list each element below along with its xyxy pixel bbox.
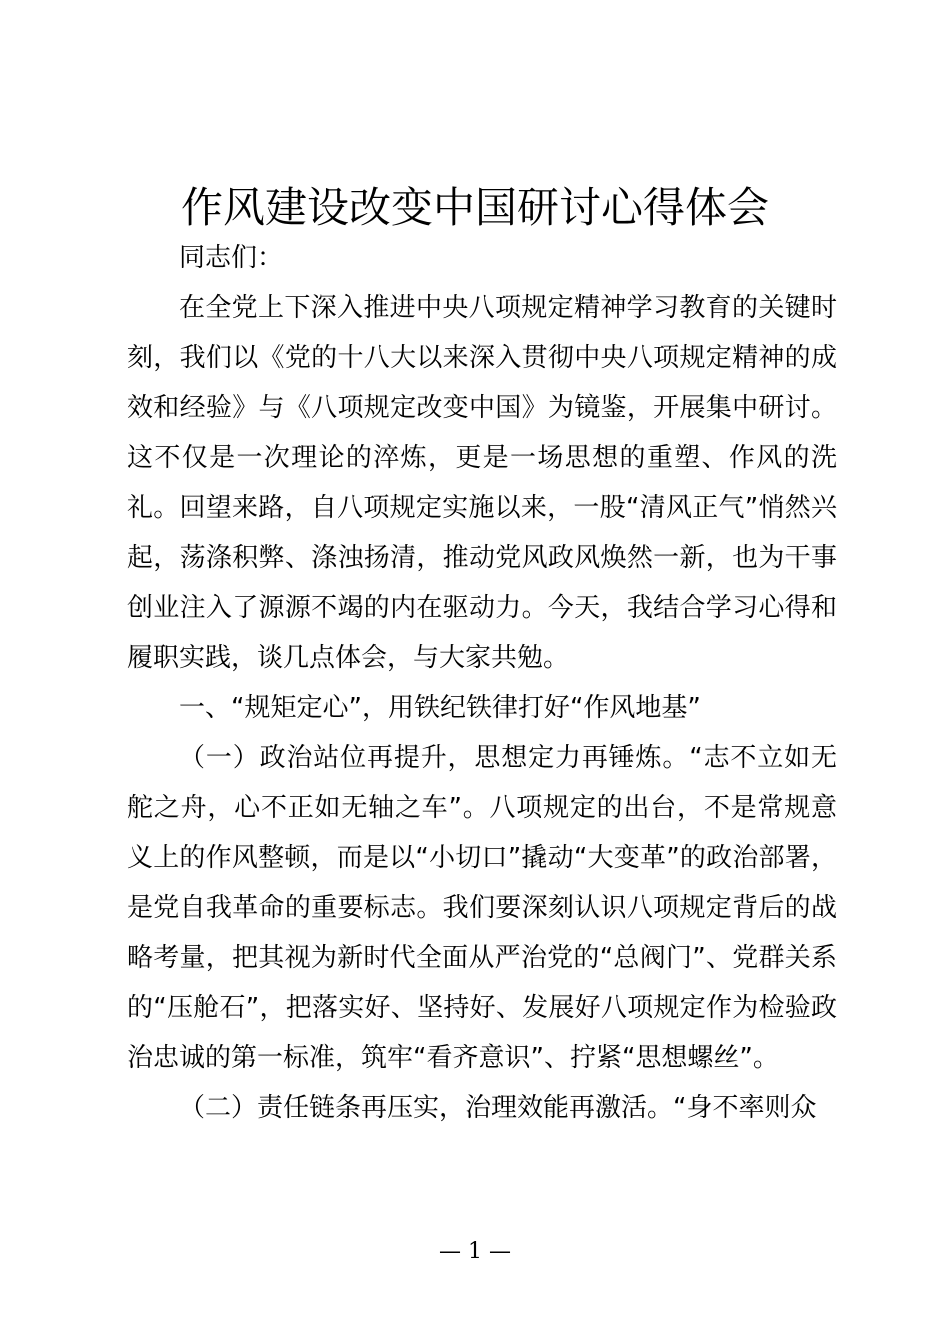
salutation: 同志们： [179,243,284,273]
document-title: 作风建设改变中国研讨心得体会 [180,183,769,232]
section-heading-1: 一、“规矩定心”，用铁纪铁律打好“作风地基” [179,693,701,723]
subsection-paragraph-2: （二）责任链条再压实，治理效能再激活。“身不率则众 [179,1093,817,1123]
document-body [127,233,837,1133]
intro-paragraph: 在全党上下深入推进中央八项规定精神学习教育的关键时刻，我们以《党的十八大以来深入贯彻中央八项规定精神的成效和经验》与《八项规定改变中国》为镜鉴，开展集中研讨。这不仅是一次理论的淬炼，更是一场思想的重塑、作风的洗礼。回望来路，自八项规定实施以来，一股“清风正气”悄然兴起，荡涤积弊、涤浊扬清，推动党风政风焕然一新，也为干事创业注入了源源不竭的内在驱动力。今天，我结合学习心得和履职实践，谈几点体会，与大家共勉。 [127,293,837,673]
subsection-paragraph-1: （一）政治站位再提升，思想定力再锤炼。“志不立如无舵之舟，心不正如无轴之车”。八项规定的出台，不是常规意义上的作风整顿，而是以“小切口”撬动“大变革”的政治部署，是党自我革命的重要标志。我们要深刻认识八项规定背后的战略考量，把其视为新时代全面从严治党的“总阀门”、党群关系的“压舱石”，把落实好、坚持好、发展好八项规定作为检验政治忠诚的第一标准，筑牢“看齐意识”、拧紧“思想螺丝”。 [127,743,837,1073]
page-number: — 1 — [439,1239,511,1264]
